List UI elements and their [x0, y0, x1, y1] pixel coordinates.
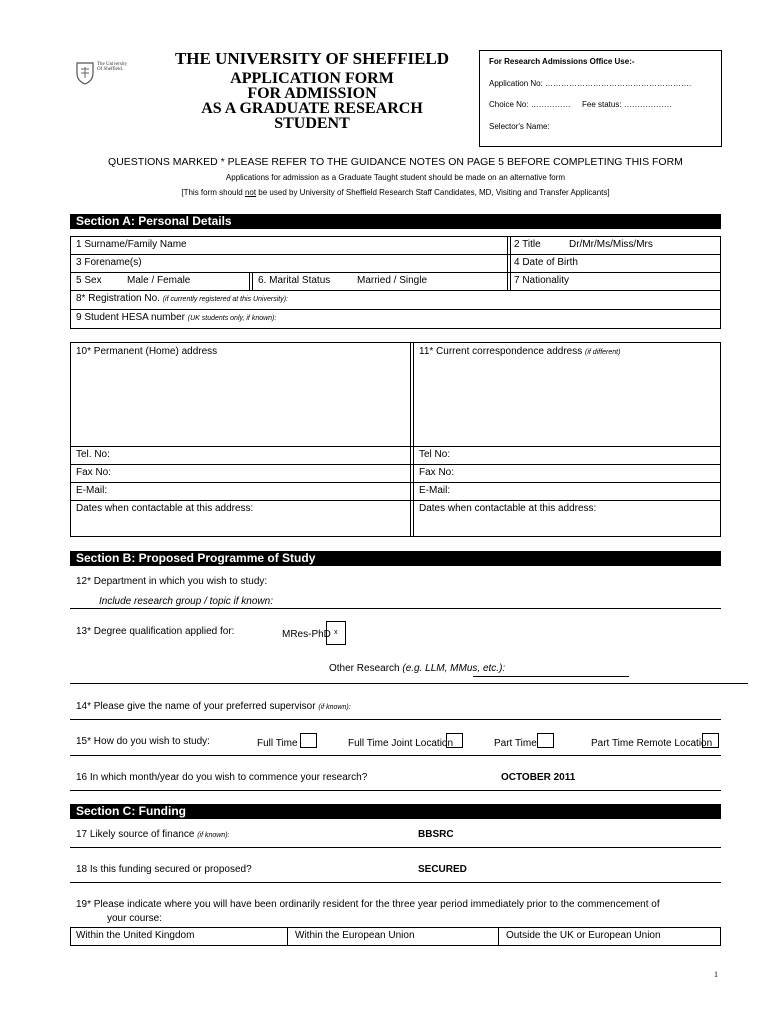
- choice-no-field: Choice No: ……………: [489, 100, 571, 109]
- current-fax-field[interactable]: Fax No:: [419, 467, 455, 478]
- start-date-value[interactable]: OCTOBER 2011: [501, 772, 576, 783]
- nationality-field[interactable]: 7 Nationality: [514, 275, 570, 286]
- surname-field[interactable]: 1 Surname/Family Name: [76, 239, 187, 250]
- title-line-3: AS A GRADUATE RESEARCH: [201, 100, 423, 117]
- department-note: Include research group / topic if known:: [99, 596, 273, 607]
- funding-status-value[interactable]: SECURED: [418, 864, 467, 875]
- finance-source-note: (if known):: [197, 832, 230, 839]
- home-fax-field[interactable]: Fax No:: [76, 467, 112, 478]
- current-dates-field[interactable]: Dates when contactable at this address:: [419, 503, 597, 514]
- registration-no-note: (if currently registered at this University):: [162, 296, 288, 303]
- marital-status-options: Married / Single: [357, 275, 428, 286]
- part-time-checkbox[interactable]: [537, 733, 554, 748]
- part-time-label: Part Time: [494, 738, 537, 749]
- other-research-note: (e.g. LLM, MMus, etc.):: [402, 663, 506, 674]
- residence-eu-option[interactable]: Within the European Union: [295, 930, 415, 941]
- title-field[interactable]: 2 Title: [514, 239, 541, 250]
- university-name: THE UNIVERSITY OF SHEFFIELD: [174, 49, 450, 68]
- title-line-2: FOR ADMISSION: [247, 85, 377, 102]
- application-no-field: Application No: ……………………………………………….: [489, 79, 692, 88]
- section-c-header: Section C: Funding: [70, 804, 721, 819]
- page-number: 1: [714, 970, 718, 979]
- full-time-joint-label: Full Time Joint Location: [348, 738, 454, 749]
- title-line-1: APPLICATION FORM: [230, 70, 394, 87]
- correspondence-address-label: 11* Current correspondence address: [419, 346, 583, 357]
- current-email-field[interactable]: E-Mail:: [419, 485, 451, 496]
- crest-icon: [75, 61, 95, 85]
- full-time-joint-checkbox[interactable]: [446, 733, 463, 748]
- office-use-box: [479, 50, 722, 147]
- exclusion-note-b: be used by University of Sheffield Research Staff Candidates, MD, Visiting and Transfer Applicants]: [256, 188, 610, 197]
- supervisor-note: (if known):: [318, 704, 351, 711]
- mres-phd-checkmark: x: [334, 629, 338, 636]
- funding-status-label: 18 Is this funding secured or proposed?: [76, 864, 252, 875]
- marital-status-field[interactable]: 6. Marital Status: [258, 275, 331, 286]
- title-options: Dr/Mr/Ms/Miss/Mrs: [569, 239, 653, 250]
- residence-question: 19* Please indicate where you will have been ordinarily resident for the three year period immediately prior to the commencement of: [76, 899, 660, 910]
- part-time-remote-checkbox[interactable]: [702, 733, 719, 748]
- section-b-header: Section B: Proposed Programme of Study: [70, 551, 721, 566]
- university-logo: [75, 60, 135, 86]
- home-tel-field[interactable]: Tel. No:: [76, 449, 110, 460]
- correspondence-address-note: (if different): [585, 349, 621, 356]
- part-time-remote-label: Part Time Remote Location: [591, 738, 713, 749]
- degree-label: 13* Degree qualification applied for:: [76, 626, 235, 637]
- residence-uk-option[interactable]: Within the United Kingdom: [76, 930, 195, 941]
- sex-field[interactable]: 5 Sex: [76, 275, 102, 286]
- hesa-number-field[interactable]: [76, 312, 276, 323]
- home-dates-field[interactable]: Dates when contactable at this address:: [76, 503, 254, 514]
- title-line-4: STUDENT: [274, 115, 350, 132]
- exclusion-note: [70, 188, 721, 197]
- study-mode-label: 15* How do you wish to study:: [76, 736, 210, 747]
- home-address-field[interactable]: 10* Permanent (Home) address: [76, 346, 218, 357]
- mres-phd-checkbox[interactable]: [326, 621, 346, 645]
- fee-status-field: Fee status: ………………: [582, 100, 672, 109]
- exclusion-note-not: not: [244, 188, 257, 197]
- department-label: 12* Department in which you wish to study:: [76, 576, 268, 587]
- dob-field[interactable]: 4 Date of Birth: [514, 257, 578, 268]
- taught-note: Applications for admission as a Graduate Taught student should be made on an alternative form: [225, 173, 566, 182]
- office-use-heading: For Research Admissions Office Use:-: [489, 57, 635, 66]
- section-a-header: Section A: Personal Details: [70, 214, 721, 229]
- residence-other-option[interactable]: Outside the UK or European Union: [506, 930, 661, 941]
- department-line[interactable]: [70, 608, 721, 609]
- forename-field[interactable]: 3 Forename(s): [76, 257, 142, 268]
- supervisor-text: 14* Please give the name of your preferred supervisor: [76, 701, 316, 712]
- mres-phd-option: MRes-PhD: [282, 629, 331, 640]
- other-research-label: [329, 663, 505, 674]
- supervisor-label: [76, 701, 351, 712]
- guidance-note: QUESTIONS MARKED * PLEASE REFER TO THE GUIDANCE NOTES ON PAGE 5 BEFORE COMPLETING THIS FORM: [108, 156, 683, 168]
- registration-no-field[interactable]: [76, 293, 288, 304]
- form-title: [160, 71, 464, 131]
- finance-source-value[interactable]: BBSRC: [418, 829, 454, 840]
- exclusion-note-a: [This form should: [181, 188, 245, 197]
- full-time-checkbox[interactable]: [300, 733, 317, 748]
- start-date-label: 16 In which month/year do you wish to commence your research?: [76, 772, 368, 783]
- finance-source-label: [76, 829, 229, 840]
- correspondence-address-field[interactable]: [419, 346, 620, 357]
- logo-text: The University Of Sheffield.: [97, 62, 128, 72]
- current-tel-field[interactable]: Tel No:: [419, 449, 451, 460]
- sex-options: Male / Female: [127, 275, 191, 286]
- supervisor-line[interactable]: [70, 719, 721, 720]
- home-email-field[interactable]: E-Mail:: [76, 485, 108, 496]
- hesa-number-note: (UK students only, if known):: [187, 315, 277, 322]
- other-research-text: Other Research: [329, 663, 400, 674]
- hesa-number-label: 9 Student HESA number: [76, 312, 185, 323]
- residence-question-cont: your course:: [107, 913, 163, 924]
- registration-no-label: 8* Registration No.: [76, 293, 160, 304]
- full-time-label: Full Time: [257, 738, 298, 749]
- selector-name-field: Selector's Name:: [489, 122, 550, 131]
- other-research-input[interactable]: [473, 676, 629, 677]
- finance-source-text: 17 Likely source of finance: [76, 829, 195, 840]
